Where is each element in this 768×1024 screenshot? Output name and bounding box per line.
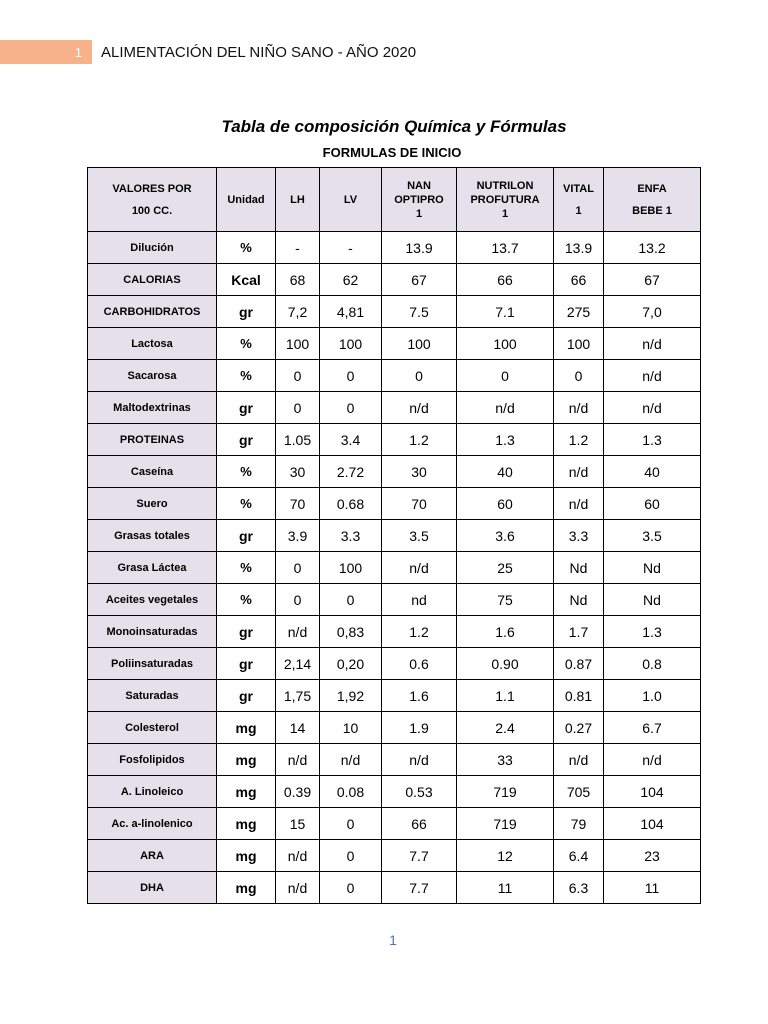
table-cell: 0 xyxy=(382,360,457,392)
table-cell: 11 xyxy=(457,872,554,904)
table-cell: 1,75 xyxy=(276,680,320,712)
table-cell: 40 xyxy=(457,456,554,488)
table-cell: 1.3 xyxy=(457,424,554,456)
table-cell: n/d xyxy=(320,744,382,776)
document-subtitle: FORMULAS DE INICIO xyxy=(322,145,462,160)
table-cell: 75 xyxy=(457,584,554,616)
table-cell: 705 xyxy=(554,776,604,808)
column-header xyxy=(320,168,382,232)
row-label: DHA xyxy=(88,872,217,904)
table-row xyxy=(88,520,701,552)
table-cell: Nd xyxy=(604,552,701,584)
row-unit: gr xyxy=(217,648,276,680)
table-row xyxy=(88,584,701,616)
table-cell: 30 xyxy=(382,456,457,488)
table-cell: 12 xyxy=(457,840,554,872)
table-cell: 100 xyxy=(382,328,457,360)
table-cell: 3.5 xyxy=(382,520,457,552)
table-cell: 0.81 xyxy=(554,680,604,712)
table-cell: n/d xyxy=(554,456,604,488)
table-cell: 3.6 xyxy=(457,520,554,552)
column-header xyxy=(457,168,554,232)
table-cell: Nd xyxy=(554,552,604,584)
table-cell: 2.72 xyxy=(320,456,382,488)
column-header-line: Unidad xyxy=(227,193,265,206)
table-cell: 1.2 xyxy=(382,616,457,648)
column-header-line: LV xyxy=(343,193,358,206)
row-unit: % xyxy=(217,584,276,616)
column-header-line: 100 CC. xyxy=(131,204,173,217)
row-unit: mg xyxy=(217,872,276,904)
table-cell: 70 xyxy=(276,488,320,520)
table-cell: 2,14 xyxy=(276,648,320,680)
column-header-line: ENFA xyxy=(637,182,667,195)
row-label: CARBOHIDRATOS xyxy=(88,296,217,328)
table-cell: 0 xyxy=(276,360,320,392)
table-cell: - xyxy=(320,232,382,264)
row-unit: % xyxy=(217,360,276,392)
column-header-line: NAN xyxy=(407,179,431,192)
table-cell: 6.7 xyxy=(604,712,701,744)
table-cell: 0.27 xyxy=(554,712,604,744)
table-cell: 11 xyxy=(604,872,701,904)
table-cell: 40 xyxy=(604,456,701,488)
table-cell: 1.1 xyxy=(457,680,554,712)
table-cell: 0.8 xyxy=(604,648,701,680)
table-cell: 0,20 xyxy=(320,648,382,680)
row-label: PROTEINAS xyxy=(88,424,217,456)
row-label: ARA xyxy=(88,840,217,872)
table-cell: 100 xyxy=(554,328,604,360)
row-unit: mg xyxy=(217,712,276,744)
table-cell: 3.3 xyxy=(320,520,382,552)
column-header-line: LH xyxy=(290,193,305,206)
table-cell: 0 xyxy=(276,552,320,584)
row-unit: % xyxy=(217,552,276,584)
table-row xyxy=(88,360,701,392)
table-row xyxy=(88,232,701,264)
row-unit: mg xyxy=(217,808,276,840)
column-header-line: PROFUTURA xyxy=(470,193,540,206)
table-cell: 0 xyxy=(320,392,382,424)
table-cell: 1.6 xyxy=(382,680,457,712)
row-unit: % xyxy=(217,328,276,360)
footer-page-number: 1 xyxy=(389,932,397,948)
table-cell: 30 xyxy=(276,456,320,488)
table-cell: 62 xyxy=(320,264,382,296)
table-cell: 100 xyxy=(457,328,554,360)
table-row xyxy=(88,552,701,584)
table-row xyxy=(88,296,701,328)
row-unit: mg xyxy=(217,744,276,776)
column-header-line: VALORES POR xyxy=(112,182,192,195)
table-header-row xyxy=(88,168,701,232)
table-cell: 67 xyxy=(382,264,457,296)
column-header xyxy=(382,168,457,232)
table-row xyxy=(88,712,701,744)
row-label: Fosfolipidos xyxy=(88,744,217,776)
table-cell: 60 xyxy=(604,488,701,520)
table-row xyxy=(88,616,701,648)
row-label: Grasa Láctea xyxy=(88,552,217,584)
table-cell: 2.4 xyxy=(457,712,554,744)
table-row xyxy=(88,328,701,360)
table-cell: 0.08 xyxy=(320,776,382,808)
column-header-line: VITAL xyxy=(563,182,594,195)
table-cell: 104 xyxy=(604,808,701,840)
column-header-line: 1 xyxy=(501,207,509,220)
column-header xyxy=(88,168,217,232)
column-header xyxy=(276,168,320,232)
table-cell: 0.87 xyxy=(554,648,604,680)
page-number-tab xyxy=(0,40,92,64)
row-label: Ac. a-linolenico xyxy=(88,808,217,840)
table-cell: 104 xyxy=(604,776,701,808)
table-cell: 10 xyxy=(320,712,382,744)
row-unit: gr xyxy=(217,520,276,552)
row-label: A. Linoleico xyxy=(88,776,217,808)
table-cell: 60 xyxy=(457,488,554,520)
table-cell: 1.2 xyxy=(554,424,604,456)
composition-table xyxy=(87,167,701,904)
table-cell: 0 xyxy=(554,360,604,392)
table-row xyxy=(88,648,701,680)
table-row xyxy=(88,840,701,872)
table-cell: n/d xyxy=(276,744,320,776)
table-cell: 7,0 xyxy=(604,296,701,328)
table-cell: 0 xyxy=(276,392,320,424)
table-cell: 13.9 xyxy=(382,232,457,264)
table-cell: 7.7 xyxy=(382,840,457,872)
table-cell: 0 xyxy=(320,808,382,840)
table-cell: 70 xyxy=(382,488,457,520)
row-unit: mg xyxy=(217,840,276,872)
table-cell: n/d xyxy=(604,392,701,424)
table-cell: 0.6 xyxy=(382,648,457,680)
column-header xyxy=(217,168,276,232)
column-header-line: 1 xyxy=(415,207,423,220)
table-cell: 1.0 xyxy=(604,680,701,712)
table-cell: n/d xyxy=(276,872,320,904)
table-cell: 25 xyxy=(457,552,554,584)
table-body xyxy=(88,232,701,904)
table-cell: 3.3 xyxy=(554,520,604,552)
table-row xyxy=(88,456,701,488)
table-cell: 100 xyxy=(276,328,320,360)
column-header xyxy=(554,168,604,232)
page-header xyxy=(0,40,768,64)
column-header xyxy=(604,168,701,232)
column-header-line: NUTRILON xyxy=(476,179,534,192)
table-cell: 7.5 xyxy=(382,296,457,328)
table-cell: 79 xyxy=(554,808,604,840)
table-row xyxy=(88,264,701,296)
table-cell: 0 xyxy=(320,584,382,616)
table-row xyxy=(88,424,701,456)
column-header-line: OPTIPRO xyxy=(394,193,444,206)
page-number-tab-label: 1 xyxy=(74,44,82,60)
row-unit: % xyxy=(217,488,276,520)
table-cell: 0,83 xyxy=(320,616,382,648)
table-cell: 0 xyxy=(320,360,382,392)
document-title: Tabla de composición Química y Fórmulas xyxy=(221,117,567,136)
row-unit: gr xyxy=(217,392,276,424)
table-cell: 13.7 xyxy=(457,232,554,264)
row-label: Maltodextrinas xyxy=(88,392,217,424)
table-cell: 67 xyxy=(604,264,701,296)
table-cell: n/d xyxy=(457,392,554,424)
row-label: CALORIAS xyxy=(88,264,217,296)
table-cell: 3.4 xyxy=(320,424,382,456)
table-cell: 23 xyxy=(604,840,701,872)
table-cell: 7.1 xyxy=(457,296,554,328)
row-unit: gr xyxy=(217,680,276,712)
table-cell: 15 xyxy=(276,808,320,840)
table-cell: 68 xyxy=(276,264,320,296)
table-cell: 33 xyxy=(457,744,554,776)
table-cell: 0 xyxy=(320,840,382,872)
table-cell: Nd xyxy=(604,584,701,616)
row-unit: % xyxy=(217,232,276,264)
table-cell: 7.7 xyxy=(382,872,457,904)
table-cell: 0 xyxy=(276,584,320,616)
table-cell: 0.68 xyxy=(320,488,382,520)
row-label: Dilución xyxy=(88,232,217,264)
row-label: Lactosa xyxy=(88,328,217,360)
table-cell: 4,81 xyxy=(320,296,382,328)
table-cell: 7,2 xyxy=(276,296,320,328)
row-unit: gr xyxy=(217,296,276,328)
table-cell: 275 xyxy=(554,296,604,328)
table-cell: n/d xyxy=(382,392,457,424)
table-row xyxy=(88,392,701,424)
column-header-line: BEBE 1 xyxy=(632,204,672,217)
table-cell: 1.6 xyxy=(457,616,554,648)
row-label: Caseína xyxy=(88,456,217,488)
table-row xyxy=(88,808,701,840)
table-cell: 6.3 xyxy=(554,872,604,904)
table-cell: 100 xyxy=(320,552,382,584)
table-cell: 1.3 xyxy=(604,424,701,456)
row-label: Poliinsaturadas xyxy=(88,648,217,680)
row-label: Monoinsaturadas xyxy=(88,616,217,648)
table-row xyxy=(88,776,701,808)
table-cell: 1,92 xyxy=(320,680,382,712)
table-cell: 1.3 xyxy=(604,616,701,648)
table-cell: n/d xyxy=(554,744,604,776)
row-unit: Kcal xyxy=(217,264,276,296)
header-title: ALIMENTACIÓN DEL NIÑO SANO - AÑO 2020 xyxy=(101,43,417,61)
table-cell: n/d xyxy=(604,744,701,776)
row-label: Grasas totales xyxy=(88,520,217,552)
table-cell: 1.05 xyxy=(276,424,320,456)
row-label: Suero xyxy=(88,488,217,520)
table-row xyxy=(88,872,701,904)
table-cell: 66 xyxy=(457,264,554,296)
table-cell: 1.7 xyxy=(554,616,604,648)
table-cell: 3.9 xyxy=(276,520,320,552)
table-cell: 100 xyxy=(320,328,382,360)
table-cell: 719 xyxy=(457,808,554,840)
table-cell: 0 xyxy=(320,872,382,904)
table-row xyxy=(88,744,701,776)
table-cell: 3.5 xyxy=(604,520,701,552)
table-row xyxy=(88,680,701,712)
table-cell: n/d xyxy=(604,328,701,360)
table-cell: 6.4 xyxy=(554,840,604,872)
row-label: Colesterol xyxy=(88,712,217,744)
table-cell: Nd xyxy=(554,584,604,616)
table-cell: n/d xyxy=(554,392,604,424)
table-cell: 719 xyxy=(457,776,554,808)
table-cell: 0.90 xyxy=(457,648,554,680)
table-cell: n/d xyxy=(604,360,701,392)
row-label: Saturadas xyxy=(88,680,217,712)
row-label: Aceites vegetales xyxy=(88,584,217,616)
column-header-line: 1 xyxy=(575,204,582,217)
table-cell: n/d xyxy=(382,744,457,776)
table-cell: 0.39 xyxy=(276,776,320,808)
table-cell: 13.9 xyxy=(554,232,604,264)
table-cell: nd xyxy=(382,584,457,616)
table-cell: 0 xyxy=(457,360,554,392)
table-row xyxy=(88,488,701,520)
table-cell: 1.9 xyxy=(382,712,457,744)
table-cell: 66 xyxy=(382,808,457,840)
table-cell: - xyxy=(276,232,320,264)
table-cell: 13.2 xyxy=(604,232,701,264)
table-cell: 0.53 xyxy=(382,776,457,808)
table-cell: 66 xyxy=(554,264,604,296)
row-unit: % xyxy=(217,456,276,488)
row-unit: mg xyxy=(217,776,276,808)
table-cell: n/d xyxy=(276,616,320,648)
table-cell: n/d xyxy=(276,840,320,872)
row-unit: gr xyxy=(217,424,276,456)
table-cell: n/d xyxy=(382,552,457,584)
table-cell: 14 xyxy=(276,712,320,744)
table-cell: 1.2 xyxy=(382,424,457,456)
row-label: Sacarosa xyxy=(88,360,217,392)
table-cell: n/d xyxy=(554,488,604,520)
row-unit: gr xyxy=(217,616,276,648)
